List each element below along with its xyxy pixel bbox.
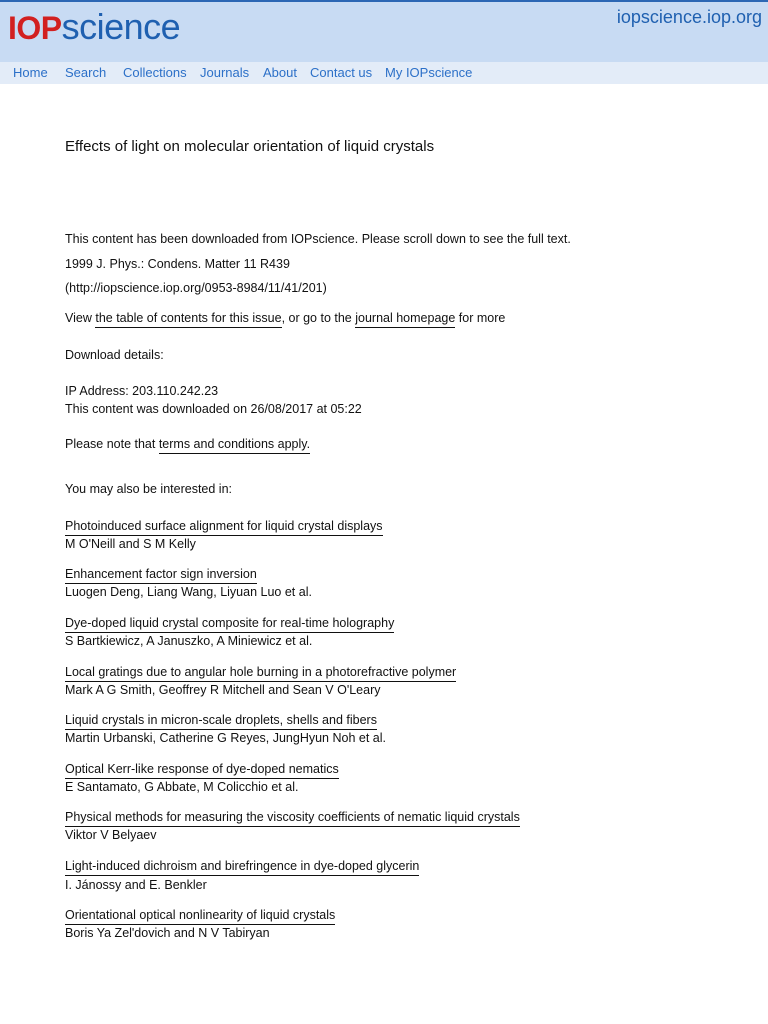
nav-home[interactable]: Home (13, 65, 48, 80)
site-header (0, 0, 768, 62)
view-middle: , or go to the (281, 311, 356, 325)
related-title-3[interactable]: Dye-doped liquid crystal composite for real-time holography (65, 616, 394, 630)
related-authors-9: Boris Ya Zel'dovich and N V Tabiryan (65, 926, 270, 940)
view-line (65, 311, 505, 325)
view-suffix: for more (455, 311, 506, 325)
related-title-1[interactable]: Photoinduced surface alignment for liquid crystal displays (65, 519, 383, 533)
related-title-2[interactable]: Enhancement factor sign inversion (65, 567, 257, 581)
logo-science-text: science (61, 6, 181, 47)
terms-link[interactable]: terms and conditions apply. (159, 437, 310, 454)
related-title-9[interactable]: Orientational optical nonlinearity of liquid crystals (65, 908, 335, 922)
citation: 1999 J. Phys.: Condens. Matter 11 R439 (65, 257, 290, 271)
view-prefix: View (65, 311, 96, 325)
nav-my-iopscience[interactable]: My IOPscience (385, 65, 473, 80)
related-title-4[interactable]: Local gratings due to angular hole burning in a photorefractive polymer (65, 665, 456, 679)
terms-line (65, 437, 310, 451)
related-authors-6: E Santamato, G Abbate, M Colicchio et al. (65, 780, 299, 794)
note-prefix: Please note that (65, 437, 159, 451)
related-authors-3: S Bartkiewicz, A Januszko, A Miniewicz et al. (65, 634, 313, 648)
main-nav (0, 62, 768, 84)
toc-link[interactable]: the table of contents for this issue (95, 311, 281, 328)
journal-homepage-link[interactable]: journal homepage (355, 311, 455, 328)
related-title-5[interactable]: Liquid crystals in micron-scale droplets, shells and fibers (65, 713, 377, 727)
iopscience-logo[interactable] (8, 6, 180, 48)
related-authors-5: Martin Urbanski, Catherine G Reyes, JungHyun Noh et al. (65, 731, 386, 745)
nav-contact-us[interactable]: Contact us (310, 65, 373, 80)
ip-address: IP Address: 203.110.242.23 (65, 384, 219, 398)
related-authors-2: Luogen Deng, Liang Wang, Liyuan Luo et al. (65, 585, 312, 599)
related-authors-8: I. Jánossy and E. Benkler (65, 878, 207, 892)
download-date: This content was downloaded on 26/08/2017 at 05:22 (65, 402, 362, 416)
logo-iop-text: IOP (8, 10, 62, 46)
nav-journals[interactable]: Journals (200, 65, 250, 80)
article-title: Effects of light on molecular orientation of liquid crystals (65, 138, 435, 155)
related-heading: You may also be interested in: (65, 482, 233, 496)
article-url: (http://iopscience.iop.org/0953-8984/11/41/201) (65, 281, 327, 295)
related-authors-7: Viktor V Belyaev (65, 828, 157, 842)
related-title-8[interactable]: Light-induced dichroism and birefringence in dye-doped glycerin (65, 859, 419, 873)
nav-about[interactable]: About (263, 65, 297, 80)
download-notice: This content has been downloaded from IOPscience. Please scroll down to see the full text. (65, 232, 571, 246)
site-url[interactable]: iopscience.iop.org (616, 7, 762, 27)
nav-collections[interactable]: Collections (123, 65, 187, 80)
related-authors-4: Mark A G Smith, Geoffrey R Mitchell and Sean V O'Leary (65, 683, 381, 697)
related-authors-1: M O'Neill and S M Kelly (65, 537, 196, 551)
related-title-6[interactable]: Optical Kerr-like response of dye-doped nematics (65, 762, 339, 776)
nav-search[interactable]: Search (65, 65, 107, 80)
download-details-heading: Download details: (65, 348, 164, 362)
related-title-7[interactable]: Physical methods for measuring the viscosity coefficients of nematic liquid crystals (65, 810, 520, 824)
